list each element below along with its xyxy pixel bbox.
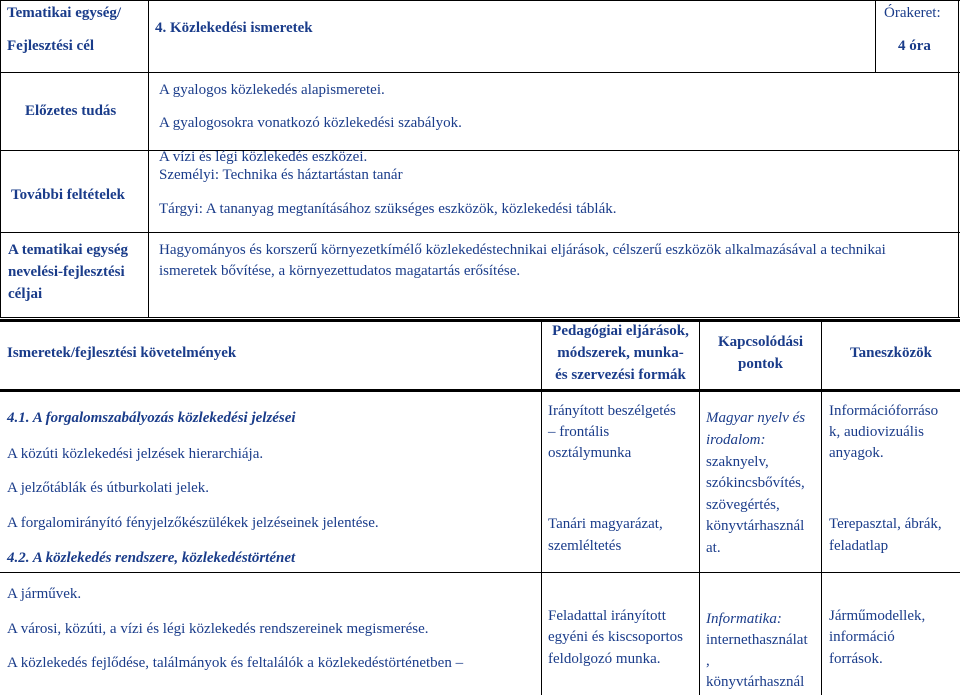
method-line: feldolgozó munka. [548,651,661,667]
section-title-4-2: 4.2. A közlekedés rendszere, közlekedéstörténet [7,550,296,566]
prior-line1: A gyalogos közlekedés alapismeretei. [159,82,385,98]
tool-line: anyagok. [829,445,884,461]
hours-divider [875,0,876,72]
hours-value: 4 óra [898,38,931,54]
method-line: Feladattal irányított [548,608,666,624]
column-header-methods-line2: módszerek, munka- [557,345,684,361]
tool-line: források. [829,651,883,667]
link-subject: Informatika: [706,611,782,627]
link-line: szókincsbővítés, [706,475,805,491]
knowledge-item: A városi, közúti, a vízi és légi közlekedés rendszereinek megismerése. [7,621,429,637]
unit-label-line2: Fejlesztési cél [7,38,95,54]
column-header-links-line2: pontok [737,356,784,372]
goals-label-line1: A tematikai egység [8,242,128,258]
row-divider-5 [0,572,960,573]
section-title-4-1: 4.1. A forgalomszabályozás közlekedési jelzései [7,410,296,426]
method-line: Tanári magyarázat, [548,516,663,532]
link-line: internethasználat [706,632,808,648]
row-divider-1 [0,72,960,73]
unit-label-line1: Tematikai egység/ [7,5,122,21]
link-line: szövegértés, [706,497,780,513]
further-line1: Személyi: Technika és háztartástan tanár [159,167,403,183]
column-header-knowledge: Ismeretek/fejlesztési követelmények [7,345,237,361]
goals-line2: ismeretek bővítése, a környezettudatos magatartás erősítése. [159,263,521,279]
link-line: könyvtárhasznál [706,518,805,534]
unit-title: 4. Közlekedési ismeretek [155,20,313,36]
knowledge-item: A közlekedés fejlődése, találmányok és feltalálók a közlekedéstörténetben – [7,655,464,671]
goals-label-line3: céljai [8,286,43,302]
column-header-methods-line1: Pedagógiai eljárások, [552,323,689,339]
row-divider-3 [0,232,960,233]
method-line: Irányított beszélgetés [548,403,676,419]
goals-line1: Hagyományos és korszerű környezetkímélő közlekedéstechnikai eljárások, célszerű eszközök alkalmazásával a technikai [159,242,886,258]
tool-line: k, audiovizuális [829,424,924,440]
link-subject: Magyar nyelv és [706,410,806,426]
table-right-border [958,0,959,318]
hours-label: Órakeret: [884,5,941,21]
knowledge-item: A jelzőtáblák és útburkolati jelek. [7,480,210,496]
knowledge-item: A közúti közlekedési jelzések hierarchiája. [7,446,264,462]
columns-header-bottom [0,389,960,392]
col-divider-3 [821,319,822,695]
tool-line: Terepasztal, ábrák, [829,516,942,532]
columns-top-border [0,319,960,322]
goals-label-line2: nevelési-fejlesztési [8,264,125,280]
row-divider-2 [0,150,960,151]
further-line2: Tárgyi: A tananyag megtanításához szükséges eszközök, közlekedési táblák. [159,201,617,217]
col-divider-2 [699,319,700,695]
prior-label: Előzetes tudás [25,103,117,119]
column-header-links-line1: Kapcsolódási [717,334,804,350]
further-label: További feltételek [11,187,126,203]
method-line: szemléltetés [548,538,622,554]
link-subject: irodalom: [706,432,766,448]
method-line: egyéni és kiscsoportos [548,629,683,645]
method-line: – frontális [548,424,610,440]
tool-line: információ [829,629,895,645]
link-line: , [706,653,710,669]
table-left-border [0,0,1,318]
link-line: at. [706,540,721,556]
tool-line: feladatlap [829,538,889,554]
link-line: szaknyelv, [706,454,769,470]
row-divider-4 [0,317,960,318]
table-label-divider [148,0,149,318]
knowledge-item: A forgalomirányító fényjelzőkészülékek jelzéseinek jelentése. [7,515,379,531]
tool-line: Információforráso [829,403,939,419]
link-line: könyvtárhasznál [706,674,805,690]
method-line: osztálymunka [548,445,632,461]
column-header-tools: Taneszközök [850,345,932,361]
column-header-methods-line3: és szervezési formák [555,367,686,383]
prior-line3: A vízi és légi közlekedés eszközei. [159,149,368,165]
tool-line: Járműmodellek, [829,608,926,624]
knowledge-item: A járművek. [7,586,82,602]
prior-line2: A gyalogosokra vonatkozó közlekedési szabályok. [159,115,462,131]
table-top-border [0,0,960,1]
